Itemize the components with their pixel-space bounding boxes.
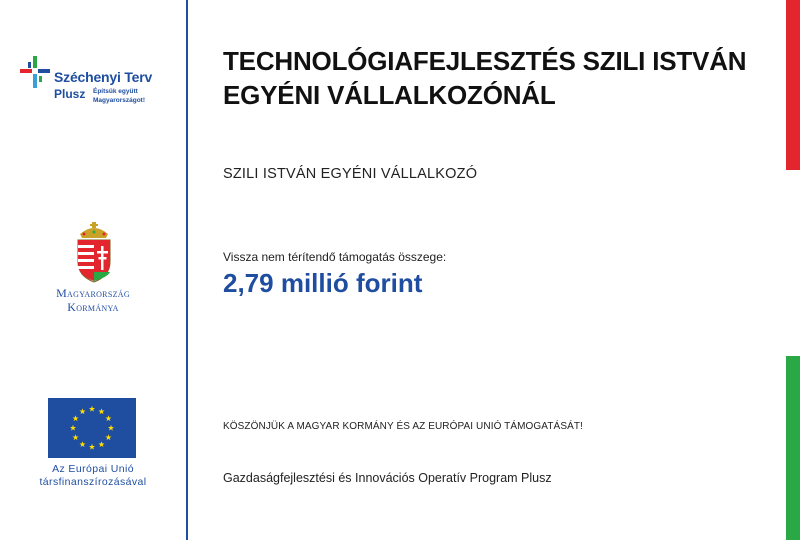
sidebar — [0, 0, 186, 540]
logo-tagline-1: Építsük együtt — [93, 88, 138, 95]
project-title: TECHNOLÓGIAFEJLESZTÉS SZILI ISTVÁN EGYÉNI VÁLLALKOZÓNÁL — [223, 46, 747, 110]
vertical-divider — [186, 0, 188, 540]
grant-amount-value: 2,79 millió forint — [223, 268, 423, 298]
eu-line-1: Az Európai Unió — [52, 463, 134, 475]
flag-stripe-red — [786, 0, 800, 170]
eu-flag-icon — [48, 398, 136, 458]
szechenyi-terv-logo — [20, 56, 180, 120]
logo-tagline-2: Magyarországot! — [93, 97, 146, 104]
hungarian-coat-of-arms-icon — [70, 220, 118, 284]
beneficiary-name: SZILI ISTVÁN EGYÉNI VÁLLALKOZÓ — [223, 166, 478, 182]
government-line-2: Kormánya — [67, 300, 119, 314]
program-name: Gazdaságfejlesztési és Innovációs Operatív Program Plusz — [223, 471, 552, 485]
eu-label — [0, 463, 186, 489]
flag-stripe-green — [786, 356, 800, 540]
szechenyi-cross-icon — [20, 56, 50, 92]
logo-plusz: Plusz — [54, 87, 86, 101]
grant-amount-label: Vissza nem térítendő támogatás összege: — [223, 250, 447, 264]
eu-line-2: társfinanszírozásával — [39, 476, 147, 488]
government-label — [0, 286, 186, 314]
logo-name: Széchenyi Terv — [54, 69, 153, 85]
government-line-1: Magyarország — [56, 286, 130, 300]
thanks-statement: KÖSZÖNJÜK A MAGYAR KORMÁNY ÉS AZ EURÓPAI UNIÓ TÁMOGATÁSÁT! — [223, 421, 583, 432]
